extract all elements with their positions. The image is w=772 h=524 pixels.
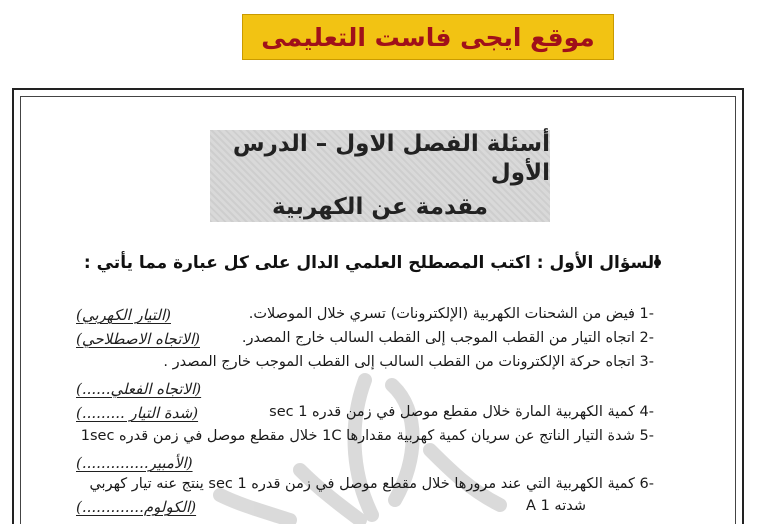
- item-1-text: فيض من الشحنات الكهربية (الإلكترونات) تسري خلال الموصلات.: [248, 306, 635, 322]
- item-3-answer-text: (الاتجاه الفعلي......): [76, 380, 202, 398]
- question-heading: السؤال الأول : اكتب المصطلح العلمي الدال على كل عبارة مما يأتي :: [83, 253, 660, 273]
- item-2-answer-text: (الاتجاه الاصطلاحي): [76, 330, 200, 348]
- item-6: [89, 476, 654, 492]
- item-6-answer: [76, 498, 196, 516]
- item-4-number: -4: [639, 404, 654, 420]
- item-5-answer-text: (الأمبير..............): [76, 454, 193, 472]
- title-line-2: مقدمة عن الكهربية: [271, 194, 489, 221]
- title-box: [210, 130, 550, 222]
- item-2-text: اتجاه التيار من القطب الموجب إلى القطب السالب خارج المصدر.: [241, 330, 635, 346]
- item-6-continuation: [526, 498, 586, 514]
- item-5-answer: [76, 454, 193, 472]
- item-1-number: -1: [639, 306, 654, 322]
- item-5-text: شدة التيار الناتج عن سريان كمية كهربية مقدارها 1C خلال مقطع موصل في زمن قدره 1sec: [80, 428, 635, 444]
- item-6-number: -6: [639, 476, 654, 492]
- title-line-1: أسئلة الفصل الاول – الدرس الأول: [232, 130, 550, 186]
- item-1-answer: [76, 306, 171, 324]
- item-2-number: -2: [639, 330, 654, 346]
- item-1-answer-text: (التيار الكهربي): [76, 306, 171, 324]
- item-2-answer: [76, 330, 200, 348]
- item-4-answer-text: (شدة التيار .........): [76, 404, 199, 422]
- item-6-continuation-text: شدته 1 A: [526, 498, 586, 514]
- item-2: [242, 330, 654, 346]
- item-5-number: -5: [639, 428, 654, 444]
- item-3-number: -3: [639, 354, 654, 370]
- item-4: [269, 404, 654, 420]
- item-6-text: كمية الكهربية التي عند مرورها خلال مقطع موصل في زمن قدره 1 sec ينتج عنه تيار كهربي: [89, 476, 635, 492]
- item-5: [81, 428, 654, 444]
- item-3-answer: [76, 380, 201, 398]
- item-3-text: اتجاه حركة الإلكترونات من القطب السالب إلى القطب الموجب خارج المصدر .: [163, 354, 635, 370]
- item-4-answer: [76, 404, 198, 422]
- site-banner-text: موقع ايجى فاست التعليمى: [261, 22, 595, 52]
- item-4-text: كمية الكهربية المارة خلال مقطع موصل في زمن قدره 1 sec: [269, 404, 635, 420]
- item-1: [249, 306, 654, 322]
- item-3: [163, 354, 654, 370]
- item-6-answer-text: (الكولوم.............): [76, 498, 197, 516]
- site-banner: [242, 14, 614, 60]
